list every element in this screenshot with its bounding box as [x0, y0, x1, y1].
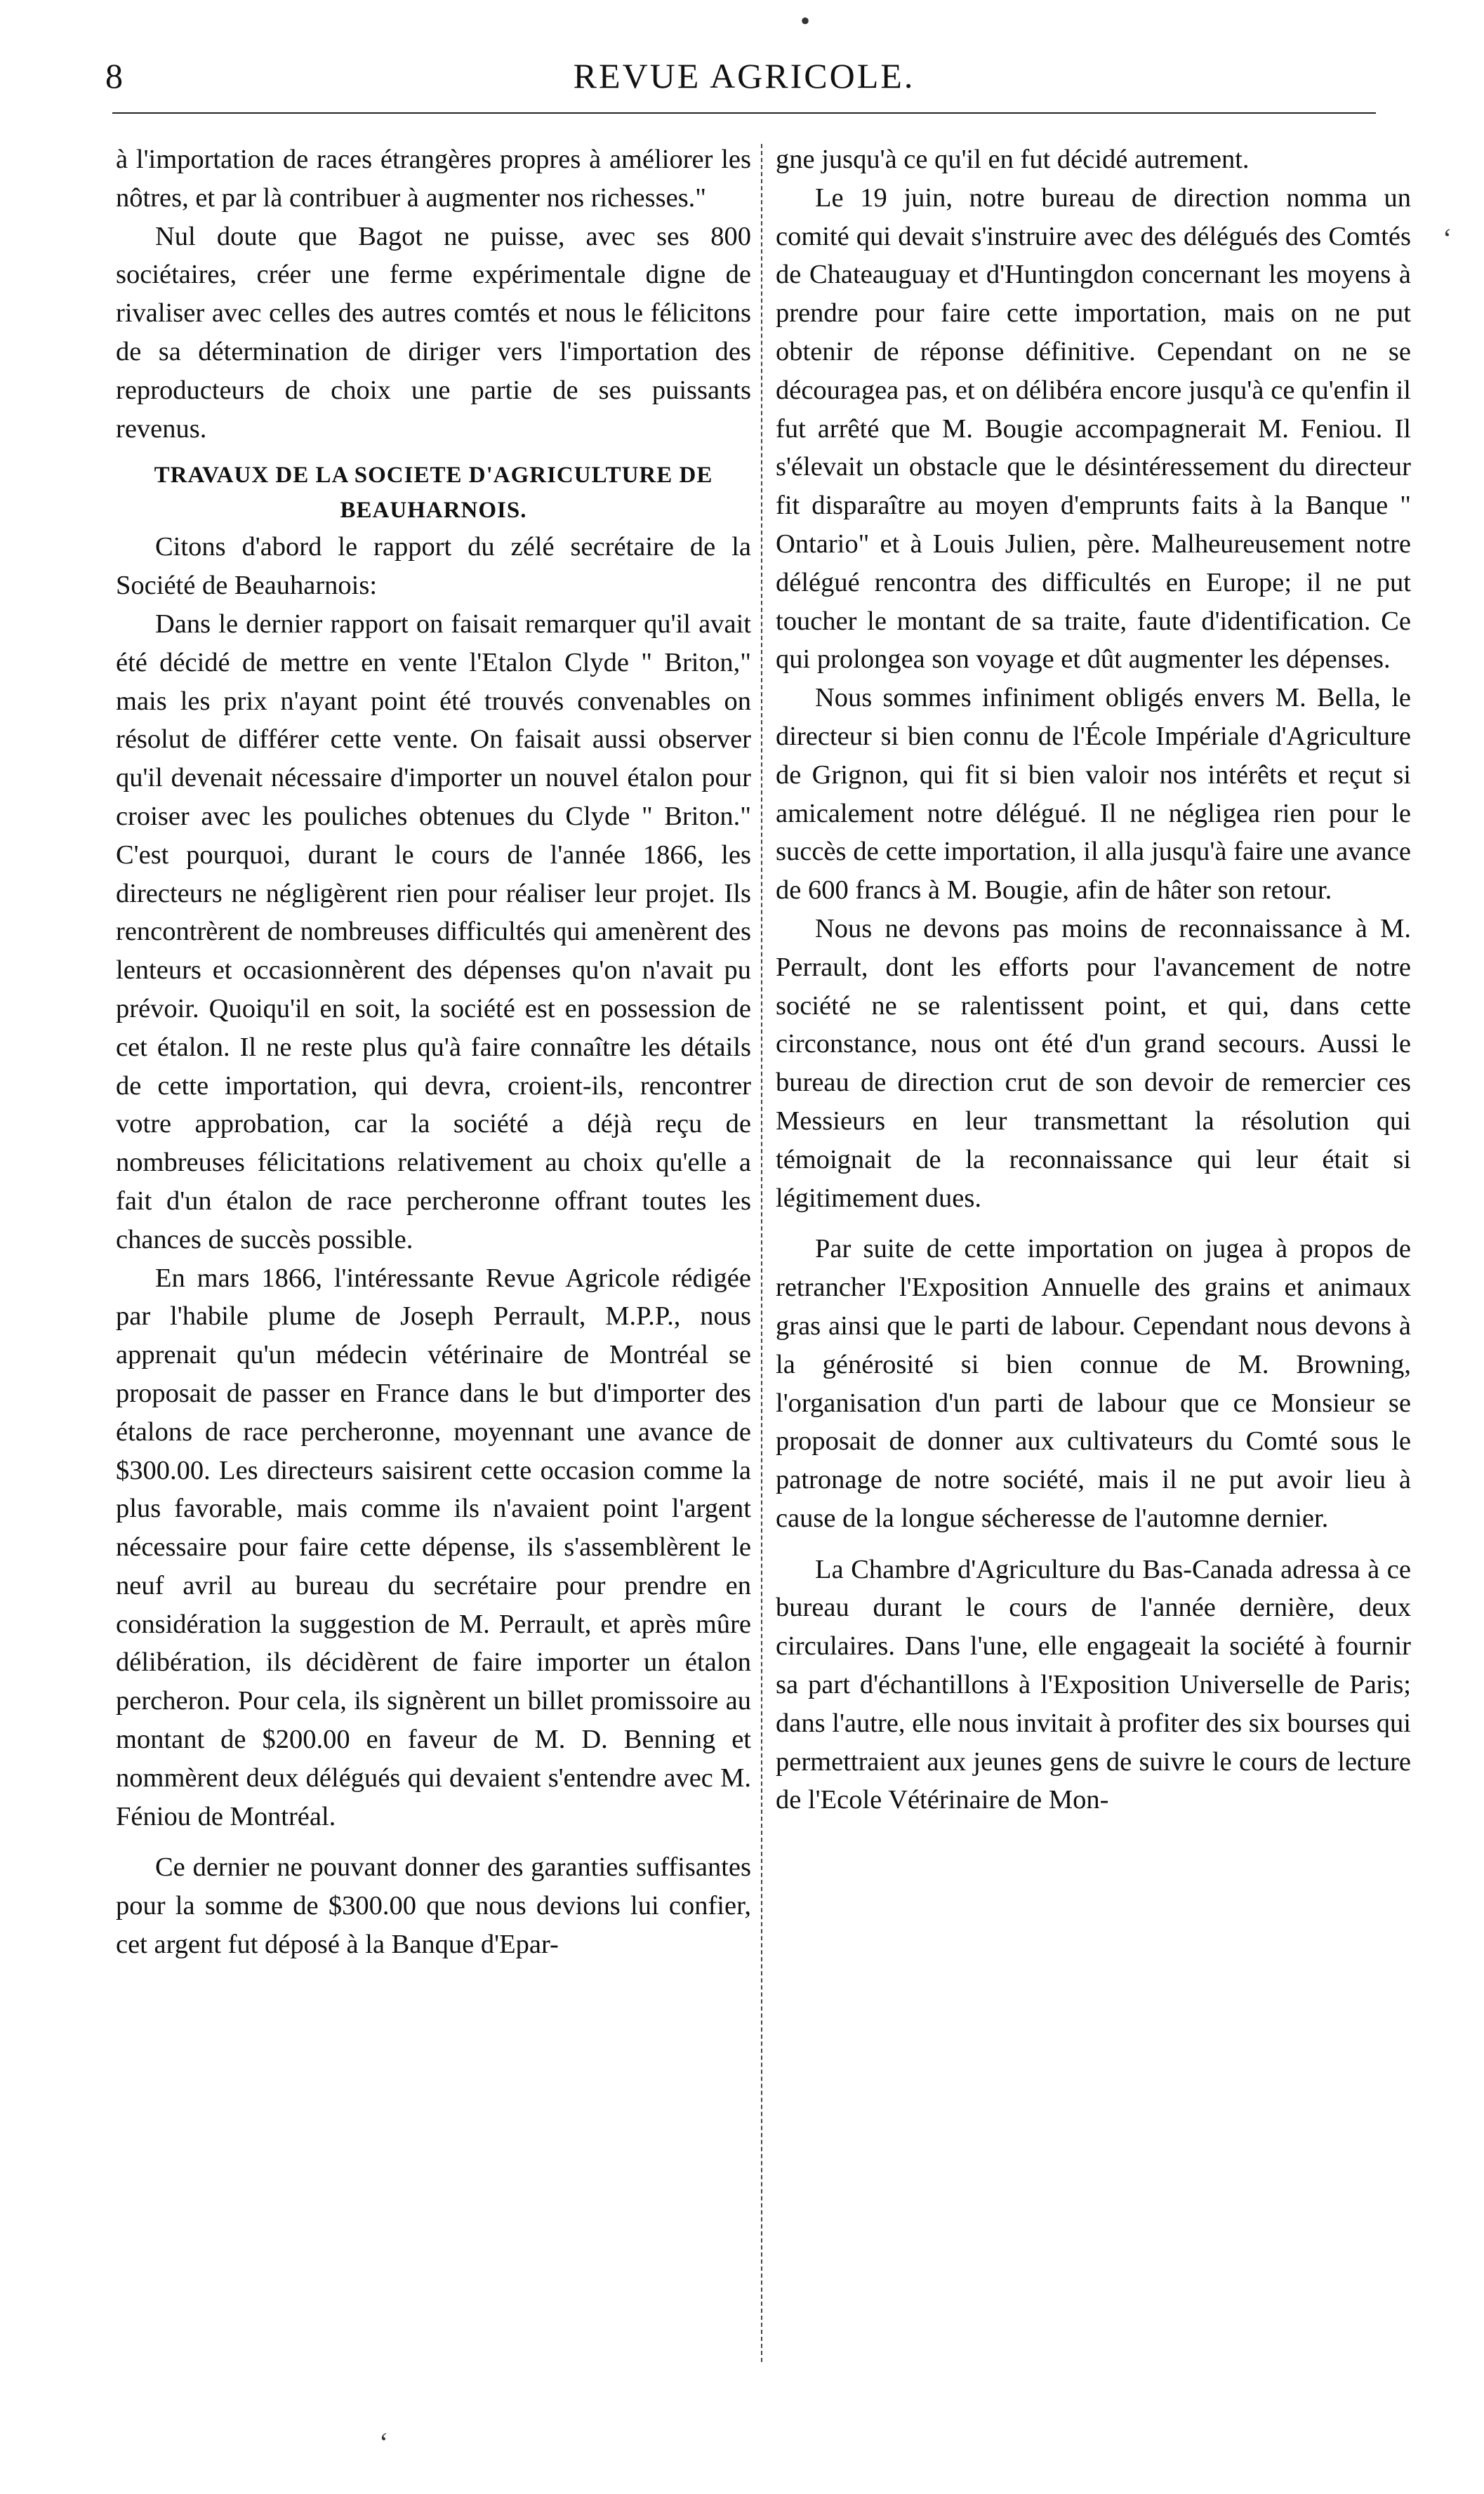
page-number: 8: [105, 56, 123, 95]
left-paragraph-1: à l'importation de races étrangères propres à améliorer les nôtres, et par là contribuer à augmenter nos richesses.": [116, 145, 751, 213]
right-paragraph-5: Par suite de cette importation on jugea à propos de retrancher l'Exposition Annuelle des grains et animaux gras ainsi que le parti de labour. Cependant nous devons à la générosité si bien connue de M. Browning, l'organisation d'un parti de labour que ce Monsieur se proposait de donner aux cultivateurs du Comté sous le patronage de notre société, mais il ne put avoir lieu à cause de la longue sécheresse de l'automne dernier.: [776, 1234, 1411, 1533]
right-paragraph-6: La Chambre d'Agriculture du Bas-Canada adressa à ce bureau durant le cours de l'année dernière, deux circulaires. Dans l'une, elle engageait la société à fournir sa part d'échantillons à l'Exposition Universelle de Paris; dans l'autre, elle nous invitait à profiter des six bourses qui permettraient aux jeunes gens de suivre le cours de lecture de l'Ecole Vétérinaire de Mon-: [776, 1554, 1411, 1815]
left-paragraph-4: Dans le dernier rapport on faisait remarquer qu'il avait été décidé de mettre en vente l'Etalon Clyde " Briton," mais les prix n'ayant point été trouvés convenables on résolut de différer cette vente. On faisait aussi observer qu'il devenait nécessaire d'importer un nouvel étalon pour croiser avec les pouliches obtenues du Clyde " Briton." C'est pourquoi, durant le cours de l'année 1866, les directeurs ne négligèrent rien pour réaliser leur projet. Ils rencontrèrent de nombreuses difficultés qui amenèrent des lenteurs et occasionnèrent des dépenses qu'on n'avait pu prévoir. Quoiqu'il en soit, la société est en possession de cet étalon. Il ne reste plus qu'à faire connaître les détails de cette importation, qui devra, croient-ils, rencontrer votre approbation, car la société a déjà reçu de nombreuses félicitations relativement au choix qu'elle a fait d'un étalon de race percheronne offrant toutes les chances de succès possible.: [116, 609, 751, 1254]
left-paragraph-3: Citons d'abord le rapport du zélé secrétaire de la Société de Beauharnois:: [116, 532, 751, 601]
left-paragraph-2: Nul doute que Bagot ne puisse, avec ses 800 sociétaires, créer une ferme expérimentale digne de rivaliser avec celles des autres comtés et nous le félicitons de sa détermination de diriger vers l'importation des reproducteurs de choix une partie de ses puissants revenus.: [116, 221, 751, 444]
column-divider: [761, 144, 762, 2362]
bottom-margin-mark: ‘: [379, 2427, 389, 2458]
left-column: [116, 140, 751, 1964]
left-paragraph-5: En mars 1866, l'intéressante Revue Agricole rédigée par l'habile plume de Joseph Perrault, M.P.P., nous apprenait qu'un médecin vétérinaire de Montréal se proposait de passer en France dans le but d'importer des étalons de race percheronne, moyennant une avance de $300.00. Les directeurs saisirent cette occasion comme la plus favorable, mais comme ils n'avaient point l'argent nécessaire pour faire cette dépense, ils s'assemblèrent le neuf avril au bureau du secrétaire pour prendre en considération la suggestion de M. Perrault, et après mûre délibération, ils décidèrent de faire importer un étalon percheron. Pour cela, ils signèrent un billet promissoire au montant de $200.00 en faveur de M. D. Benning et nommèrent deux délégués qui devaient s'entendre avec M. Féniou de Montréal.: [116, 1263, 751, 1831]
top-margin-mark: •: [800, 5, 811, 37]
running-title: REVUE AGRICOLE.: [573, 56, 915, 95]
header-rule: [112, 112, 1376, 114]
section-heading: TRAVAUX DE LA SOCIETE D'AGRICULTURE DE BEAUHARNOIS.: [154, 463, 713, 524]
right-paragraph-3: Nous sommes infiniment obligés envers M. Bella, le directeur si bien connu de l'École Impériale d'Agriculture de Grignon, qui fit si bien valoir nos intérêts et reçut si amicalement notre délégué. Il ne négligea rien pour le succès de cette importation, il alla jusqu'à faire une avance de 600 francs à M. Bougie, afin de hâter son retour.: [776, 683, 1411, 906]
right-margin-mark: ‘: [1443, 223, 1452, 254]
right-paragraph-4: Nous ne devons pas moins de reconnaissance à M. Perrault, dont les efforts pour l'avancement de notre société ne se ralentissent point, et qui, dans cette circonstance, nous ont été d'un grand secours. Aussi le bureau de direction crut de son devoir de remercier ces Messieurs en leur transmettant la résolution qui témoignait de la reconnaissance qui leur était si légitimement dues.: [776, 913, 1411, 1213]
right-paragraph-2: Le 19 juin, notre bureau de direction nomma un comité qui devait s'instruire avec des délégués des Comtés de Chateauguay et d'Huntingdon concernant les moyens à prendre pour faire cette importation, mais on ne put obtenir de réponse définitive. Cependant on ne se découragea pas, et on délibéra encore jusqu'à ce qu'enfin il fut arrêté que M. Bougie accompagnerait M. Feniou. Il s'élevait un obstacle que le désintéressement du directeur fit disparaître au moyen d'emprunts faits à la Banque " Ontario" et à Louis Julien, père. Malheureusement notre délégué rencontra des difficultés en Europe; il ne put toucher le montant de sa traite, faute d'identification. Ce qui prolongea son voyage et dût augmenter les dépenses.: [776, 183, 1411, 675]
right-column: [776, 140, 1411, 1819]
page-header: [105, 49, 1383, 105]
left-paragraph-6: Ce dernier ne pouvant donner des garanties suffisantes pour la somme de $300.00 que nous devions lui confier, cet argent fut déposé à la Banque d'Epar-: [116, 1852, 751, 1960]
right-paragraph-1: gne jusqu'à ce qu'il en fut décidé autrement.: [776, 145, 1250, 174]
